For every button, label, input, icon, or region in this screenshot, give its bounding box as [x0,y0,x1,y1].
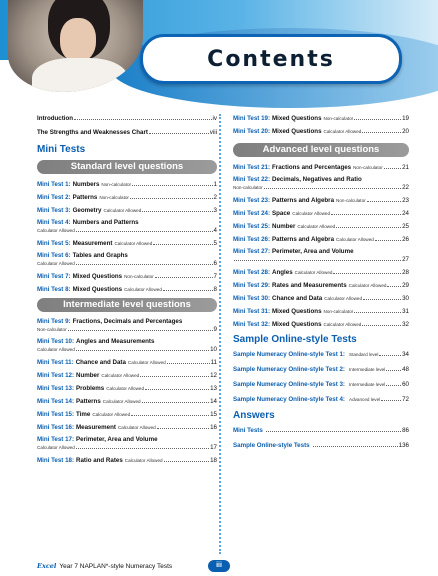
toc-entry[interactable] [37,456,217,464]
toc-entry-note: Intermediate level [349,366,386,372]
column-divider [219,114,221,554]
toc-entry-title: Chance and Data [75,358,126,366]
toc-entry-page: 25 [402,222,409,230]
toc-entry-note: Calculator Allowed [324,295,363,301]
toc-entry-note: Advanced level [349,396,381,402]
toc-entry-page: 15 [210,410,217,418]
toc-entry-note: Non-calculator [99,194,129,200]
toc-entry-page: 27 [402,255,409,263]
toc-entry-note: Calculator Allowed [124,457,163,463]
toc-entry-number: Mini Test 17: [37,436,75,443]
toc-entry-note: Calculator Allowed [92,411,131,417]
toc-entry-number: Mini Test 21: [233,163,271,171]
page-footer [0,556,438,576]
toc-entry-page: 4 [213,226,217,234]
toc-entry-page: 72 [402,395,409,403]
toc-entry[interactable] [37,193,217,201]
toc-entry-number: Mini Test 20: [233,127,271,135]
toc-entry-number: Mini Test 14: [37,397,75,405]
toc-entry-page: 24 [402,209,409,217]
toc-entry[interactable] [37,397,217,405]
toc-entry-title: Mixed Questions [72,285,123,293]
toc-entry-number: Mini Test 18: [37,456,75,464]
toc-entry-page: 28 [402,268,409,276]
toc-entry[interactable] [37,272,217,280]
toc-entry-number: Sample Numeracy Online-style Test 3: [233,380,345,388]
toc-entry[interactable] [233,235,409,243]
toc-entry-note: Calculator Allowed [37,260,75,266]
toc-entry-number: Mini Test 8: [37,285,71,293]
toc-entry-note: Standard level [349,351,379,357]
toc-entry-number: Sample Online-style Tests [233,441,310,449]
toc-entry-note: Calculator Allowed [114,240,153,246]
toc-entry[interactable] [37,384,217,392]
toc-entry-title: Mixed Questions [272,320,322,328]
toc-entry-page: 21 [402,163,409,171]
toc-entry-note: Calculator Allowed [323,128,362,134]
online-tests-heading: Sample Online-style Tests [233,334,357,345]
toc-entry-page: 136 [398,441,409,449]
toc-entry-note: Non-calculator [353,164,383,170]
toc-entry-title: Tables and Graphs [72,252,128,259]
toc-entry-note: Calculator Allowed [106,385,145,391]
toc-entry-page: 14 [210,397,217,405]
answers-list [233,426,409,449]
toc-entry-number: Mini Test 9: [37,318,71,325]
toc-entry[interactable] [233,320,409,328]
toc-entry-page: 8 [213,285,217,293]
toc-entry-page: 48 [402,365,409,373]
contents-title-badge [140,34,402,84]
advanced-level-list [233,163,409,328]
toc-entry-number: Mini Test 5: [37,239,71,247]
toc-entry-page: 22 [402,183,409,191]
toc-entry[interactable] [233,163,409,171]
answers-heading: Answers [233,410,275,421]
toc-entry-page: 32 [402,320,409,328]
toc-entry-number: Mini Test 22: [233,176,271,183]
toc-entry[interactable] [233,209,409,217]
toc-entry-page: 17 [210,443,217,451]
toc-entry[interactable] [37,358,217,366]
toc-entry-number: Mini Test 1: [37,180,71,188]
toc-entry-note: Calculator Allowed [292,210,331,216]
toc-entry-number: Mini Test 12: [37,371,75,379]
toc-entry-note: Calculator Allowed [297,223,336,229]
toc-entry-note: Non-calculator [101,181,132,187]
toc-entry-number: Mini Test 16: [37,423,75,431]
toc-entry-note: Calculator Allowed [103,207,142,213]
page-title: Contents [207,46,335,72]
toc-entry-title: Perimeter, Area and Volume [76,436,158,443]
toc-entry-number: Mini Test 23: [233,196,271,204]
toc-entry-title: Mixed Questions [272,307,322,315]
toc-entry-page: 3 [213,206,217,214]
toc-entry[interactable] [233,281,409,289]
toc-entry-number: Mini Test 15: [37,410,75,418]
toc-entry[interactable] [37,239,217,247]
toc-entry-title: Number [76,371,100,379]
toc-entry-note: Non-calculator [233,184,263,190]
toc-entry-page: 30 [402,294,409,302]
toc-entry-title: Ratio and Rates [76,456,123,464]
toc-entry-title: Mixed Questions [272,127,322,135]
toc-entry-page: 2 [213,193,217,201]
page-number-badge: iii [208,560,230,572]
mixed-questions-list [233,114,409,135]
toc-entry-page: 16 [210,423,217,431]
intermediate-level-list [37,318,217,464]
toc-entry-number: Mini Test 2: [37,193,71,201]
toc-entry[interactable] [37,252,217,267]
toc-entry-note: Calculator Allowed [101,372,140,378]
toc-entry[interactable] [233,307,409,315]
toc-entry-number: Sample Numeracy Online-style Test 4: [233,395,345,403]
toc-entry-title: Time [76,410,91,418]
toc-entry-note: Non-calculator [336,197,366,203]
toc-entry[interactable] [37,410,217,418]
toc-entry[interactable] [37,436,217,451]
toc-entry-page: 86 [402,426,409,434]
toc-entry[interactable] [233,114,409,122]
toc-entry-page: 1 [213,180,217,188]
toc-entry-number: Mini Test 30: [233,294,271,302]
toc-entry-number: Mini Tests [233,426,263,434]
toc-entry[interactable] [233,196,409,204]
toc-entry[interactable] [233,426,409,434]
toc-entry-number: Sample Numeracy Online-style Test 2: [233,365,345,373]
toc-entry[interactable] [37,371,217,379]
toc-entry-page: 7 [213,272,217,280]
toc-entry-note: Non-calculator [323,308,354,314]
toc-entry-page: 10 [210,345,217,353]
footer-brand: Excel Year 7 NAPLAN*-style Numeracy Tests [37,562,173,570]
toc-entry-note: Calculator Allowed [37,227,75,233]
intermediate-level-heading: Intermediate level questions [37,298,217,312]
toc-entry-number: Mini Test 32: [233,320,271,328]
toc-entry-title: Measurement [76,423,116,431]
toc-entry-page: 6 [213,259,217,267]
toc-entry-number: Mini Test 19: [233,114,271,122]
toc-entry[interactable] [233,380,409,388]
toc-entry-page: 13 [210,384,217,392]
student-photo [8,0,143,92]
toc-entry-introduction[interactable]: Introduction iv [37,114,217,122]
toc-entry[interactable] [233,365,409,373]
toc-entry[interactable] [233,350,409,358]
toc-entry-note: Calculator Allowed [348,282,387,288]
toc-entry-number: Mini Test 31: [233,307,271,315]
toc-entry[interactable] [233,176,409,191]
toc-entry-page: 26 [402,235,409,243]
toc-entry-note: Calculator Allowed [294,269,333,275]
toc-entry-number: Mini Test 3: [37,206,71,214]
toc-entry[interactable] [233,268,409,276]
toc-entry-number: Mini Test 24: [233,209,271,217]
toc-entry-number: Mini Test 27: [233,248,271,255]
left-column [37,114,217,469]
toc-entry[interactable] [37,318,217,333]
online-tests-list [233,350,409,403]
toc-entry-number: Mini Test 11: [37,358,74,366]
toc-entry-number: Mini Test 13: [37,384,75,392]
toc-entry[interactable] [37,206,217,214]
toc-entry-page: 11 [210,358,217,366]
toc-entry[interactable] [233,441,409,449]
toc-entry[interactable] [233,222,409,230]
toc-entry-title: Patterns and Algebra [272,235,335,243]
toc-entry-title: Perimeter, Area and Volume [272,248,354,255]
toc-entry-page: 19 [402,114,409,122]
toc-entry-note: Calculator Allowed [117,424,156,430]
toc-entry-title: Number [272,222,296,230]
toc-entry-title: Patterns and Algebra [272,196,335,204]
toc-entry[interactable] [233,248,409,263]
toc-entry-note: Calculator Allowed [102,398,141,404]
toc-entry-title: Fractions and Percentages [272,163,352,171]
toc-entry-number: Mini Test 4: [37,219,71,226]
toc-entry-number: Mini Test 10: [37,338,75,345]
toc-entry-page: 31 [402,307,409,315]
toc-entry[interactable] [37,219,217,234]
toc-entry-number: Mini Test 7: [37,272,71,280]
header-banner [0,0,438,112]
toc-entry-title: Patterns [72,193,98,201]
toc-entry-note: Non-calculator [37,326,67,332]
toc-entry[interactable] [37,338,217,353]
toc-entry-title: Space [272,209,291,217]
toc-entry-note: Intermediate level [349,381,386,387]
toc-entry-page: 34 [402,350,409,358]
toc-entry-number: Mini Test 6: [37,252,71,259]
toc-entry[interactable] [233,395,409,403]
toc-entry[interactable] [233,294,409,302]
right-column [233,114,409,456]
toc-entry-note: Non-calculator [124,273,154,279]
toc-entry-title: Fractions, Decimals and Percentages [72,318,183,325]
advanced-level-heading: Advanced level questions [233,143,409,157]
toc-entry-note: Non-calculator [323,115,354,121]
toc-entry-title: Numbers and Patterns [72,219,139,226]
toc-entry-title: Patterns [76,397,101,405]
toc-entry-title: Mixed Questions [72,272,123,280]
toc-entry-note: Calculator Allowed [336,236,374,242]
toc-entry-title: Geometry [72,206,102,214]
toc-entry-note: Calculator Allowed [323,321,362,327]
toc-entry-number: Mini Test 25: [233,222,271,230]
toc-entry-note: Calculator Allowed [37,346,75,352]
toc-entry-title: Chance and Data [272,294,323,302]
toc-entry-page: 18 [210,456,217,464]
toc-entry-title: Problems [76,384,105,392]
toc-entry[interactable] [233,127,409,135]
toc-entry-page: 5 [213,239,217,247]
toc-entry-number: Mini Test 29: [233,281,271,289]
toc-entry-title: Angles [272,268,293,276]
toc-entry-page: 60 [402,380,409,388]
toc-entry-note: Calculator Allowed [37,444,75,450]
toc-entry-page: 29 [402,281,409,289]
toc-entry-number: Mini Test 28: [233,268,271,276]
toc-entry-title: Numbers [72,180,100,188]
toc-entry-title: Decimals, Negatives and Ratio [272,176,362,183]
toc-entry-page: 9 [213,325,217,333]
mini-tests-heading: Mini Tests [37,144,86,155]
toc-entry-number: Mini Test 26: [233,235,271,243]
toc-entry-title: Mixed Questions [272,114,322,122]
toc-entry-number: Sample Numeracy Online-style Test 1: [233,350,345,358]
toc-entry-note: Calculator Allowed [127,359,166,365]
standard-level-heading: Standard level questions [37,160,217,174]
toc-entry[interactable] [37,423,217,431]
toc-entry-strengths-chart[interactable]: The Strengths and Weaknesses Chart viii [37,128,217,136]
toc-entry[interactable] [37,180,217,188]
toc-entry-note: Calculator Allowed [124,286,162,292]
toc-entry[interactable] [37,285,217,293]
toc-entry-page: 20 [402,127,409,135]
toc-entry-title: Measurement [72,239,113,247]
standard-level-list [37,180,217,293]
toc-entry-title: Angles and Measurements [76,338,155,345]
toc-entry-title: Rates and Measurements [272,281,347,289]
toc-entry-page: 23 [402,196,409,204]
toc-entry-page: 12 [210,371,217,379]
